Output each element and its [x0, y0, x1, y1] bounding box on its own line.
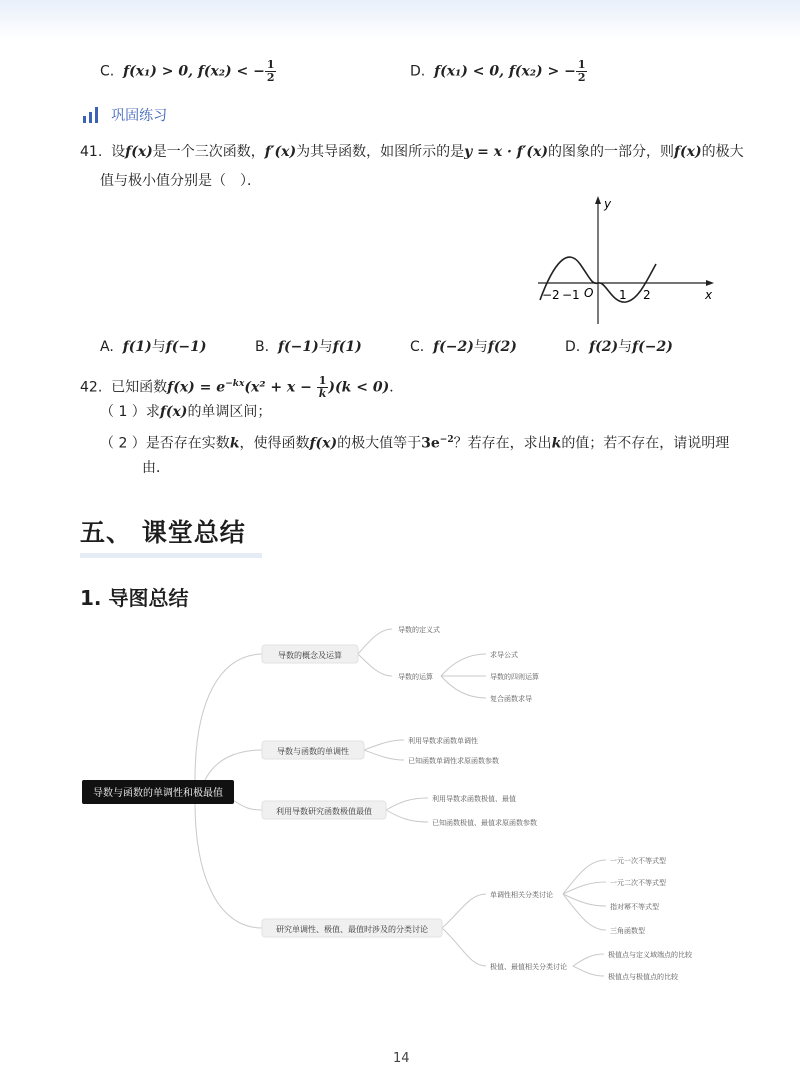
mind-map-leaf: 已知函数单调性求原函数参数: [408, 757, 499, 765]
section-title: 五、 课堂总结: [80, 518, 246, 547]
mind-map-leaf: 已知函数极值、最值求原函数参数: [432, 819, 537, 827]
mind-map-leaf: 导数的四则运算: [490, 673, 539, 681]
fraction: $\frac{1}{2}$: [577, 58, 586, 84]
y-axis-label: y: [604, 197, 612, 211]
x-axis-arrow: [706, 280, 714, 286]
question-42-part1: （ 1 ）求f(x)的单调区间；: [100, 404, 272, 420]
mind-map-branch-label: 利用导数研究函数极值最值: [276, 807, 372, 816]
mind-map-leaf: 导数的定义式: [398, 626, 440, 634]
section-underline: [80, 553, 262, 558]
option-d: D. f(2)与f(−2): [565, 339, 673, 355]
question-41-line1: 41. 设f(x)是一个三次函数，f′(x)为其导函数，如图所示的是y = x · f′(x)的图象的一部分，则f(x)的极大: [80, 144, 744, 160]
subsection-title: 1. 导图总结: [80, 586, 189, 610]
mind-map-leaf: 单调性相关分类讨论: [490, 891, 553, 899]
tick-label: −2: [542, 288, 560, 302]
question-41-line2: 值与极小值分别是（ ）．: [100, 173, 261, 189]
mind-map: [0, 610, 800, 1000]
fraction: $\frac{1}{k}$: [318, 374, 327, 401]
mind-map-leaf: 极值点与极值点的比较: [608, 973, 678, 981]
y-axis-arrow: [595, 196, 601, 204]
mind-map-branch-label: 研究单调性、极值、最值时涉及的分类讨论: [276, 925, 428, 934]
mind-map-leaf: 利用导数求函数单调性: [408, 737, 478, 745]
tick-label: 1: [619, 288, 627, 302]
mind-map-leaf: 极值、最值相关分类讨论: [490, 963, 567, 971]
question-42-part2-line2: 由．: [142, 460, 170, 476]
option-b: B. f(−1)与f(1): [255, 339, 362, 355]
tick-label: 2: [643, 288, 651, 302]
bar-chart-icon: [82, 106, 100, 124]
mind-map-leaf: 极值点与定义域端点的比较: [608, 951, 692, 959]
page-number: 14: [393, 1051, 410, 1066]
option-d-prev: D. f(x₁) < 0, f(x₂) > − $\frac{1}{2}$: [410, 58, 586, 84]
mind-map-leaf: 导数的运算: [398, 673, 433, 681]
mind-map-leaf: 求导公式: [490, 651, 518, 659]
function-graph: [530, 192, 720, 332]
mind-map-leaf: 复合函数求导: [490, 695, 532, 703]
option-c-prev: C. f(x₁) > 0, f(x₂) < − $\frac{1}{2}$: [100, 58, 275, 84]
option-a: A. f(1)与f(−1): [100, 339, 207, 355]
option-c: C. f(−2)与f(2): [410, 339, 517, 355]
mind-map-root-label: 导数与函数的单调性和极最值: [93, 788, 223, 799]
mind-map-leaf: 三角函数型: [610, 927, 645, 935]
tick-label: −1: [562, 288, 580, 302]
x-axis-label: x: [705, 288, 713, 302]
mind-map-branch-label: 导数的概念及运算: [278, 651, 342, 660]
mind-map-branch-label: 导数与函数的单调性: [277, 747, 349, 756]
question-42-line1: 42. 已知函数$f(x) = e^{-kx}(x^2 + x$ − $\frac{1}{k}$ )(k < 0)．: [80, 374, 404, 401]
mind-map-leaf: 利用导数求函数极值、最值: [432, 795, 516, 803]
mind-map-leaf: 指对幂不等式型: [610, 903, 659, 911]
header-band: [0, 0, 800, 40]
mind-map-leaf: 一元一次不等式型: [610, 857, 666, 865]
fraction: $\frac{1}{2}$: [266, 58, 275, 84]
question-42-part2: （ 2 ）是否存在实数k，使得函数f(x)的极大值等于$3e^{-2}$？若存在，求出k的值；若不存在，请说明理: [100, 435, 730, 452]
mind-map-leaf: 一元二次不等式型: [610, 879, 666, 887]
practice-heading: 巩固练习: [82, 104, 167, 126]
origin-label: O: [584, 286, 594, 300]
